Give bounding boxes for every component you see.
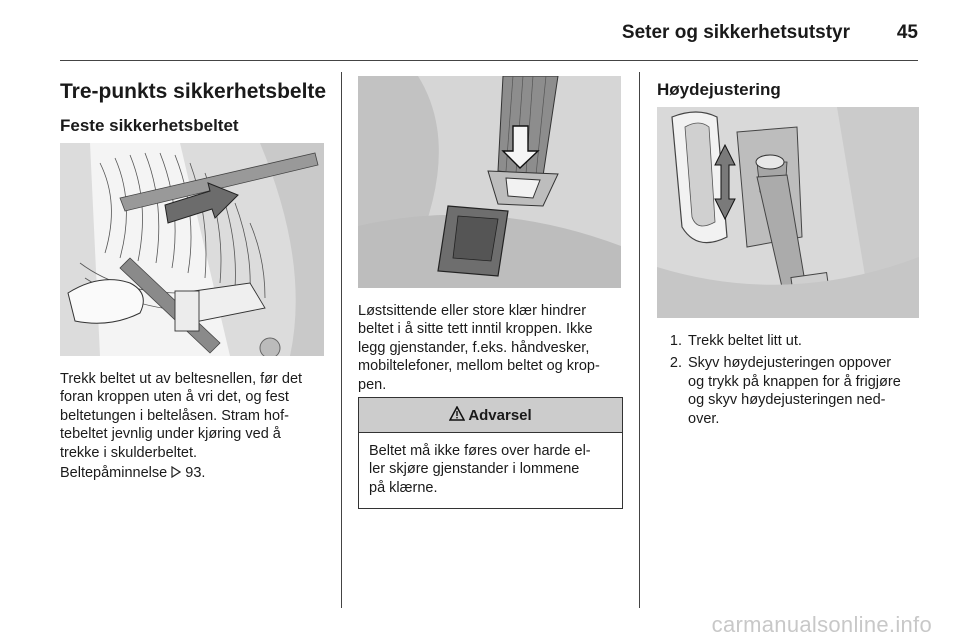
height-adjustment-steps [662,332,924,432]
warning-triangle-icon [449,406,465,425]
warning-header [359,398,622,433]
watermark: carmanualsonline.info [711,612,932,637]
subsection-title-height-adjustment: Høydejustering [657,80,781,99]
header-divider [60,60,918,61]
column-divider-1 [341,72,342,608]
figure-buckling-belt [60,143,324,356]
running-header-title: Seter og sikkerhetsutstyr [621,22,850,43]
warning-title: Advarsel [468,406,532,424]
figure-height-adjuster [657,107,919,318]
fastening-instructions: Trekk beltet ut av beltesnellen, før det foran kroppen uten å vri det, og fest beltetungen i beltelåsen. Stram hof- tebeltet jevnlig under kjøring ved å trekke i skulderbeltet. [60,371,303,461]
warning-box [358,397,623,509]
reference-page-link[interactable]: 93. [185,465,206,481]
clothing-caution-text: Løstsittende eller store klær hindrer beltet i å sitte tett inntil kroppen. Ikke legg gjenstander, f.eks. håndvesker, mobiltelefoner, mellom beltet og krop- pen. [358,303,600,393]
section-title: Tre-punkts sikkerhetsbelte [60,80,327,103]
list-item: 2. Skyv høydejusteringen oppover og trykk på knappen for å frigjøre og skyv høydejusteringen ned- over. [669,355,901,427]
page-number: 45 [896,22,918,43]
column-divider-2 [639,72,640,608]
list-item: 1. Trekk beltet litt ut. [669,333,802,349]
figure-buckle-closeup [358,76,621,288]
reference-text: Beltepåminnelse [60,465,168,481]
subsection-title-fastening: Feste sikkerhetsbeltet [60,116,239,135]
warning-text: Beltet må ikke føres over harde el- ler skjøre gjenstander i lommene på klærne. [369,443,591,496]
page-reference-icon [171,465,181,483]
reminder-reference [60,464,330,483]
